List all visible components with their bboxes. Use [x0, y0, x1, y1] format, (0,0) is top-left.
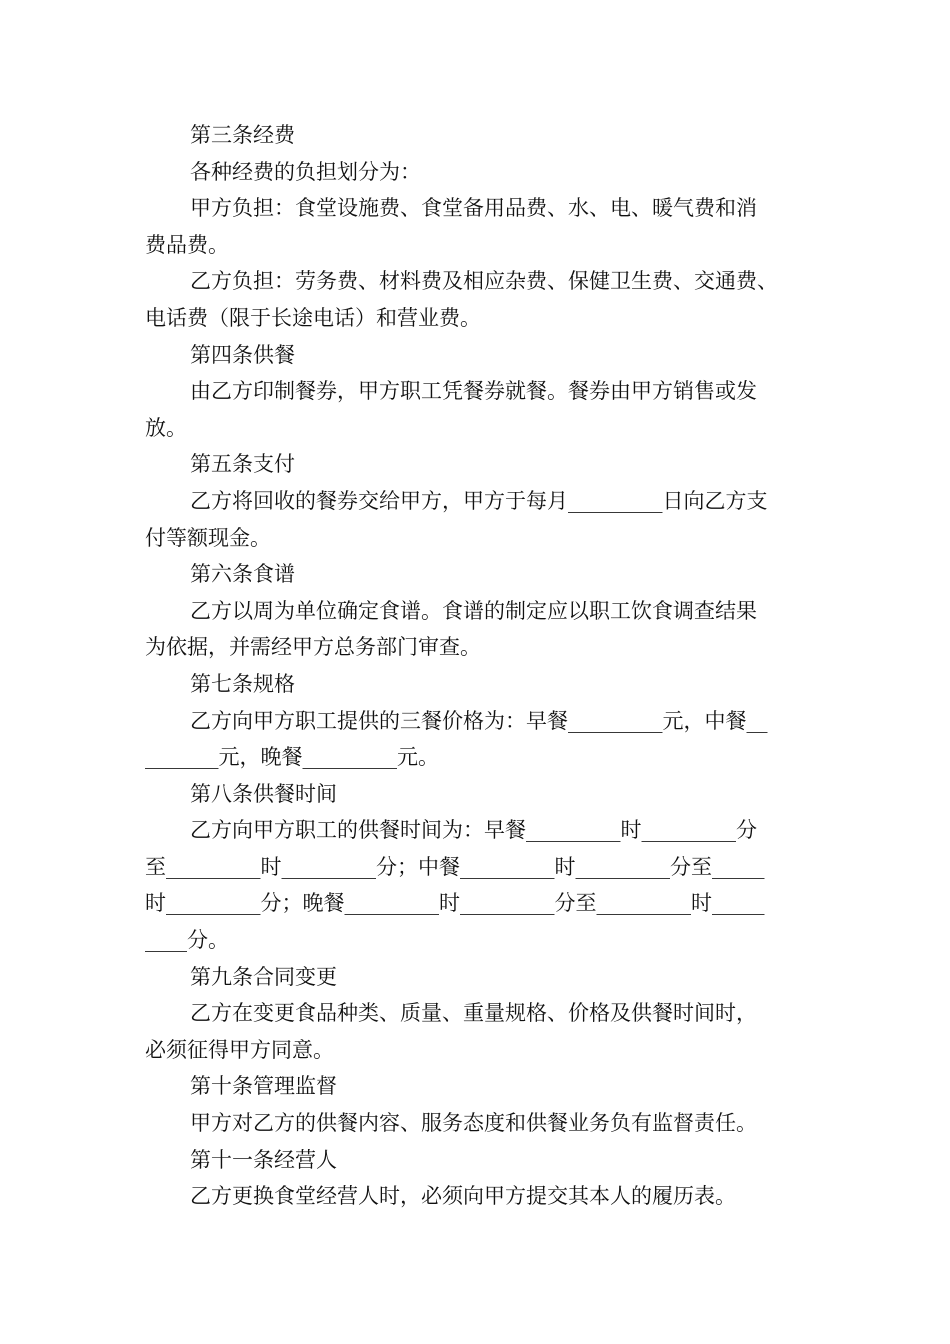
- text-line: 各种经费的负担划分为：: [190, 159, 421, 184]
- text-line: 第十条管理监督: [190, 1074, 337, 1099]
- text-line: 必须征得甲方同意。: [145, 1037, 334, 1062]
- text-line: 第三条经费: [190, 123, 295, 147]
- text-line: 第五条支付: [190, 452, 295, 477]
- text-line: 乙方更换食堂经营人时，必须向甲方提交其本人的履历表。: [190, 1184, 736, 1209]
- text-line: 第四条供餐: [190, 342, 295, 367]
- text-line: 乙方负担：劳务费、材料费及相应杂费、保健卫生费、交通费、: [190, 269, 778, 294]
- text-line: 费品费。: [145, 232, 229, 257]
- text-line: 甲方负担：食堂设施费、食堂备用品费、水、电、暖气费和消: [190, 196, 757, 221]
- text-line: 第九条合同变更: [190, 964, 337, 989]
- document-body: [145, 117, 817, 1215]
- text-line: 为依据，并需经甲方总务部门审查。: [145, 635, 481, 660]
- text-line: 乙方向甲方职工提供的三餐价格为：早餐_________元，中餐__: [190, 708, 768, 733]
- text-line: 由乙方印制餐券，甲方职工凭餐券就餐。餐券由甲方销售或发: [190, 379, 757, 404]
- text-line: 第七条规格: [190, 671, 295, 696]
- text-line: _______元，晚餐_________元。: [145, 745, 439, 770]
- text-line: 乙方以周为单位确定食谱。食谱的制定应以职工饮食调查结果: [190, 598, 757, 623]
- text-line: 第八条供餐时间: [190, 781, 337, 806]
- text-line: 乙方向甲方职工的供餐时间为：早餐_________时_________分: [190, 818, 757, 843]
- text-line: 电话费（限于长途电话）和营业费。: [145, 305, 481, 330]
- text-line: 放。: [145, 415, 187, 440]
- text-line: 第六条食谱: [190, 562, 295, 587]
- text-line: 乙方在变更食品种类、质量、重量规格、价格及供餐时间时，: [190, 1001, 757, 1026]
- text-line: 至_________时_________分；中餐_________时_________分至_____: [145, 854, 765, 879]
- text-line: 乙方将回收的餐券交给甲方，甲方于每月_________日向乙方支: [190, 488, 768, 513]
- text-line: 甲方对乙方的供餐内容、服务态度和供餐业务负有监督责任。: [190, 1111, 757, 1136]
- text-line: 时_________分；晚餐_________时_________分至_________时_____: [145, 891, 765, 916]
- text-line: 第十一条经营人: [190, 1147, 337, 1172]
- text-line: ____分。: [145, 928, 229, 953]
- text-line: 付等额现金。: [145, 525, 271, 550]
